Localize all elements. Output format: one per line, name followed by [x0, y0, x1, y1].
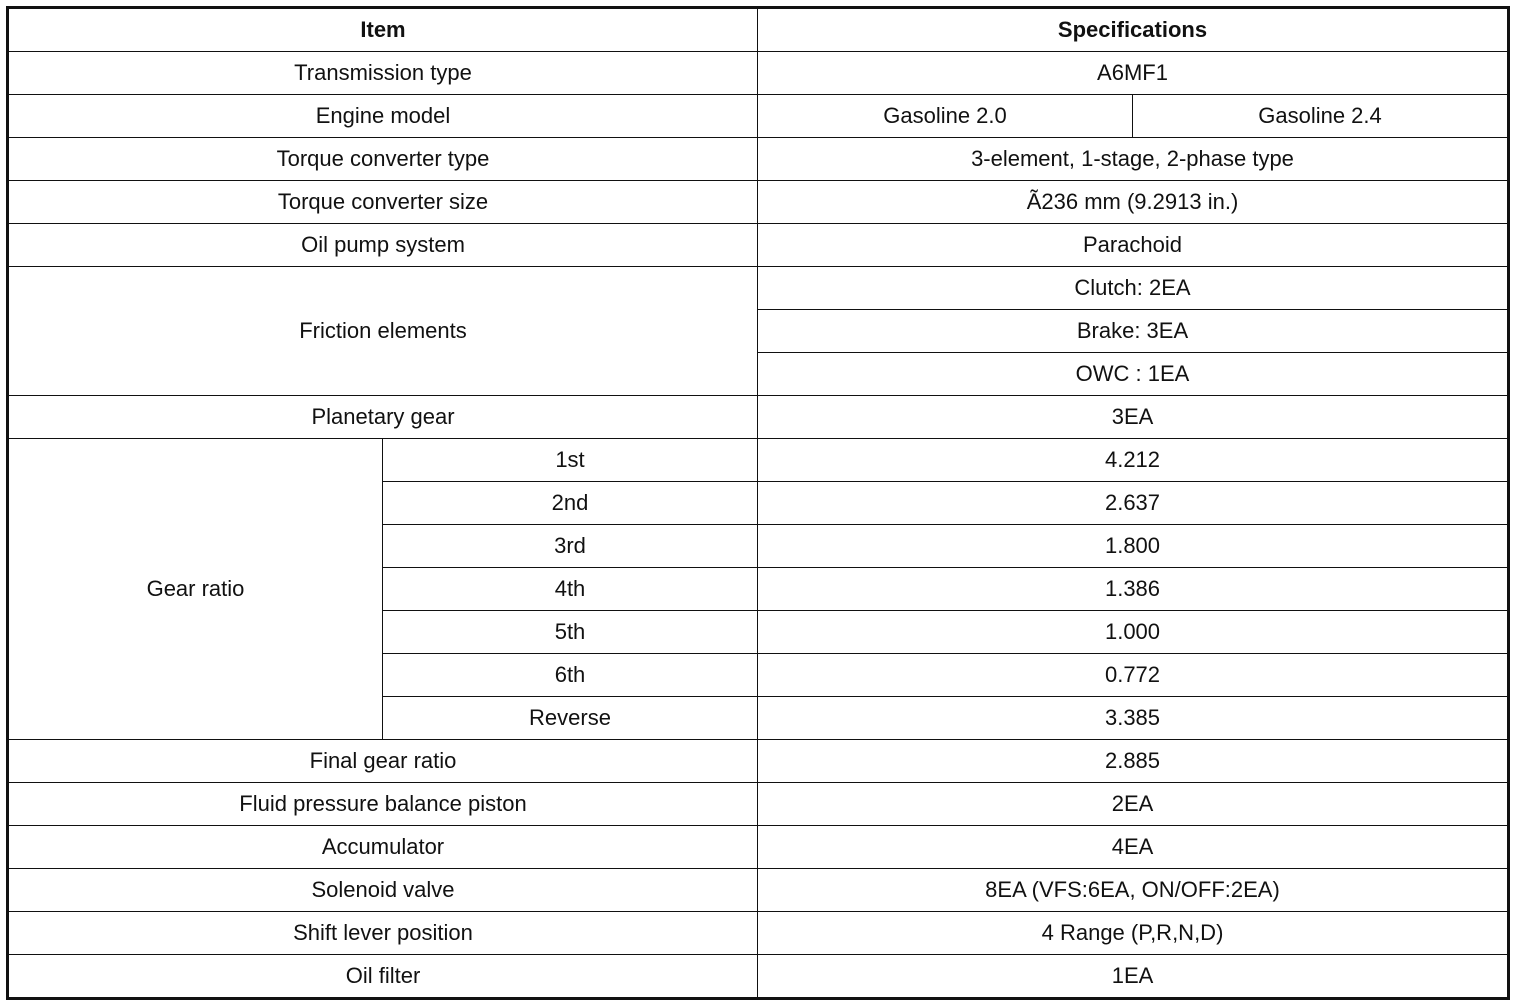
friction-elements-owc: OWC : 1EA — [758, 353, 1509, 396]
transmission-type-value: A6MF1 — [758, 52, 1509, 95]
solenoid-valve-label: Solenoid valve — [8, 869, 758, 912]
gear-name: 4th — [383, 568, 758, 611]
torque-converter-size-value: Ã236 mm (9.2913 in.) — [758, 181, 1509, 224]
accumulator-value: 4EA — [758, 826, 1509, 869]
gear-name: 3rd — [383, 525, 758, 568]
friction-elements-brake: Brake: 3EA — [758, 310, 1509, 353]
torque-converter-size-label: Torque converter size — [8, 181, 758, 224]
fluid-pressure-balance-piston-value: 2EA — [758, 783, 1509, 826]
table-row — [8, 181, 1509, 224]
torque-converter-type-value: 3-element, 1-stage, 2-phase type — [758, 138, 1509, 181]
transmission-type-label: Transmission type — [8, 52, 758, 95]
table-row — [8, 955, 1509, 999]
table-row — [8, 224, 1509, 267]
spec-table — [6, 6, 1510, 1000]
gear-ratio-label: Gear ratio — [8, 439, 383, 740]
oil-pump-system-value: Parachoid — [758, 224, 1509, 267]
table-row — [8, 396, 1509, 439]
engine-model-value-2: Gasoline 2.4 — [1133, 95, 1509, 138]
shift-lever-position-label: Shift lever position — [8, 912, 758, 955]
gear-ratio-value: 1.386 — [758, 568, 1509, 611]
gear-ratio-value: 0.772 — [758, 654, 1509, 697]
planetary-gear-label: Planetary gear — [8, 396, 758, 439]
solenoid-valve-value: 8EA (VFS:6EA, ON/OFF:2EA) — [758, 869, 1509, 912]
engine-model-value-1: Gasoline 2.0 — [758, 95, 1133, 138]
final-gear-ratio-value: 2.885 — [758, 740, 1509, 783]
shift-lever-position-value: 4 Range (P,R,N,D) — [758, 912, 1509, 955]
gear-name: 6th — [383, 654, 758, 697]
fluid-pressure-balance-piston-label: Fluid pressure balance piston — [8, 783, 758, 826]
table-row — [8, 138, 1509, 181]
table-row — [8, 740, 1509, 783]
final-gear-ratio-label: Final gear ratio — [8, 740, 758, 783]
gear-ratio-value: 4.212 — [758, 439, 1509, 482]
table-row — [8, 52, 1509, 95]
oil-pump-system-label: Oil pump system — [8, 224, 758, 267]
header-item: Item — [8, 8, 758, 52]
gear-ratio-value: 1.800 — [758, 525, 1509, 568]
table-row — [8, 783, 1509, 826]
engine-model-label: Engine model — [8, 95, 758, 138]
torque-converter-type-label: Torque converter type — [8, 138, 758, 181]
gear-name: 5th — [383, 611, 758, 654]
gear-ratio-value: 1.000 — [758, 611, 1509, 654]
planetary-gear-value: 3EA — [758, 396, 1509, 439]
header-row — [8, 8, 1509, 52]
oil-filter-label: Oil filter — [8, 955, 758, 999]
accumulator-label: Accumulator — [8, 826, 758, 869]
friction-elements-clutch: Clutch: 2EA — [758, 267, 1509, 310]
table-row — [8, 439, 1509, 482]
gear-ratio-value: 3.385 — [758, 697, 1509, 740]
table-row — [8, 826, 1509, 869]
table-row — [8, 869, 1509, 912]
gear-name: 2nd — [383, 482, 758, 525]
gear-name: Reverse — [383, 697, 758, 740]
gear-name: 1st — [383, 439, 758, 482]
table-row — [8, 912, 1509, 955]
table-row — [8, 267, 1509, 310]
header-specifications: Specifications — [758, 8, 1509, 52]
table-row — [8, 95, 1509, 138]
oil-filter-value: 1EA — [758, 955, 1509, 999]
gear-ratio-value: 2.637 — [758, 482, 1509, 525]
friction-elements-label: Friction elements — [8, 267, 758, 396]
